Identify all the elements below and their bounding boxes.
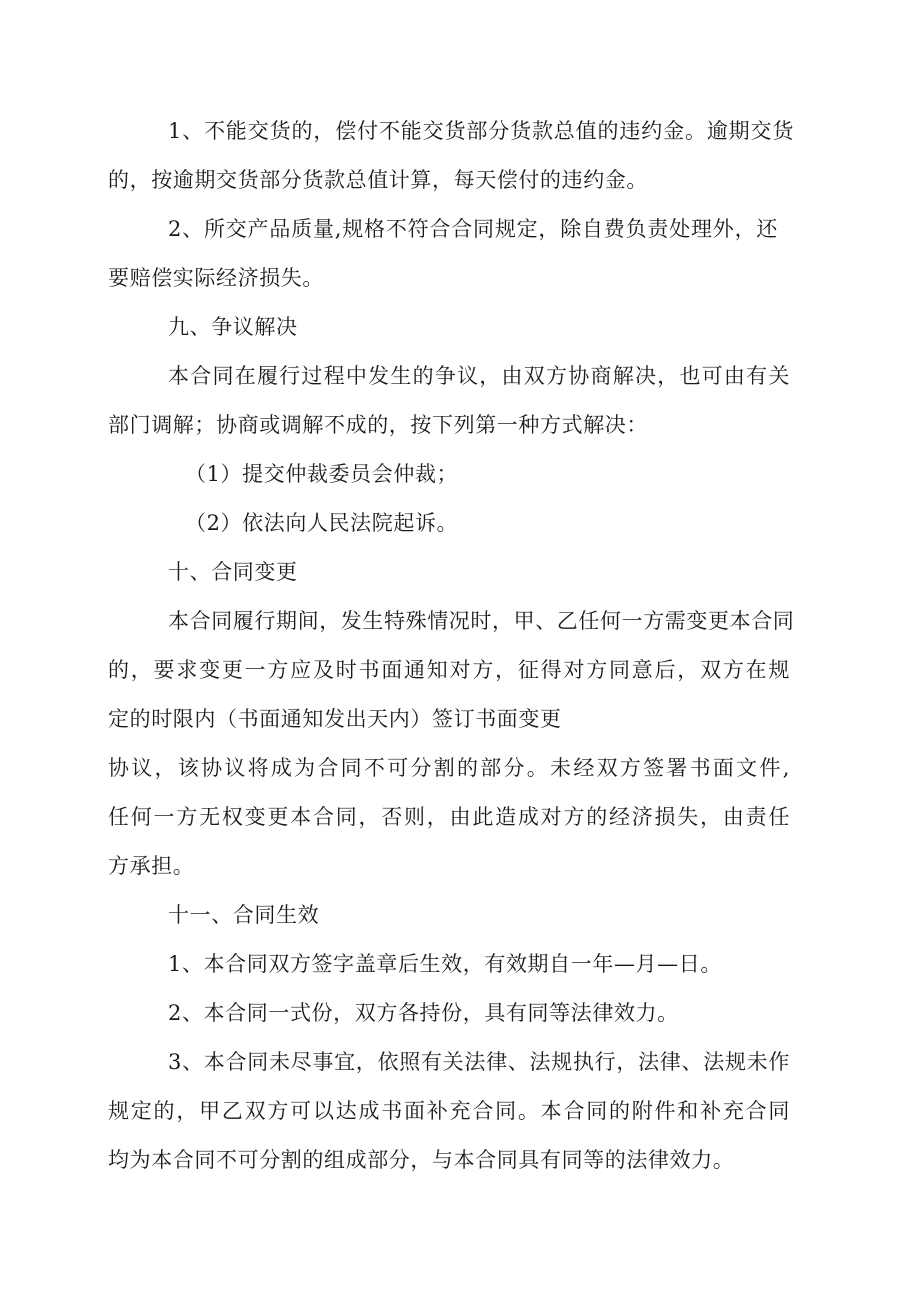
paragraph-line: 本合同履行期间，发生特殊情况时，甲、乙任何一方需变更本合同 (168, 609, 795, 633)
paragraph-line: 的，按逾期交货部分货款总值计算，每天偿付的违约金。 (108, 168, 648, 192)
paragraph-line: 规定的，甲乙双方可以达成书面补充合同。本合同的附件和补充合同 (108, 1099, 790, 1123)
section-heading: 十、合同变更 (168, 560, 298, 584)
paragraph-line: 均为本合同不可分割的组成部分，与本合同具有同等的法律效力。 (108, 1148, 735, 1172)
paragraph-line: 部门调解；协商或调解不成的，按下列第一种方式解决： (108, 413, 648, 437)
paragraph-line: 定的时限内（书面通知发出天内）签订书面变更 (108, 707, 562, 731)
paragraph-line: 1、本合同双方签字盖章后生效，有效期自一年—月—日。 (168, 952, 722, 976)
list-item: （2）依法向人民法院起诉。 (185, 511, 459, 535)
section-heading: 十一、合同生效 (168, 903, 320, 927)
paragraph-line: 方承担。 (108, 854, 195, 878)
section-heading: 九、争议解决 (168, 315, 298, 339)
paragraph-line: 2、本合同一式份，双方各持份，具有同等法律效力。 (168, 1001, 679, 1025)
paragraph-line: 任何一方无权变更本合同，否则，由此造成对方的经济损失，由责任 (108, 805, 790, 829)
paragraph-line: 的，要求变更一方应及时书面通知对方，征得对方同意后，双方在规 (108, 658, 790, 682)
paragraph-line: 本合同在履行过程中发生的争议，由双方协商解决，也可由有关 (168, 364, 790, 388)
paragraph-line: 协议，该协议将成为合同不可分割的部分。未经双方签署书面文件, (108, 756, 790, 780)
paragraph-line: 要赔偿实际经济损失。 (108, 266, 324, 290)
paragraph-line: 3、本合同未尽事宜，依照有关法律、法规执行，法律、法规未作 (168, 1050, 790, 1074)
paragraph-line: 1、不能交货的，偿付不能交货部分货款总值的违约金。逾期交货 (168, 119, 794, 143)
list-item: （1）提交仲裁委员会仲裁； (185, 462, 459, 486)
paragraph-line: 2、所交产品质量,规格不符合合同规定，除自费负责处理外，还 (168, 217, 778, 241)
